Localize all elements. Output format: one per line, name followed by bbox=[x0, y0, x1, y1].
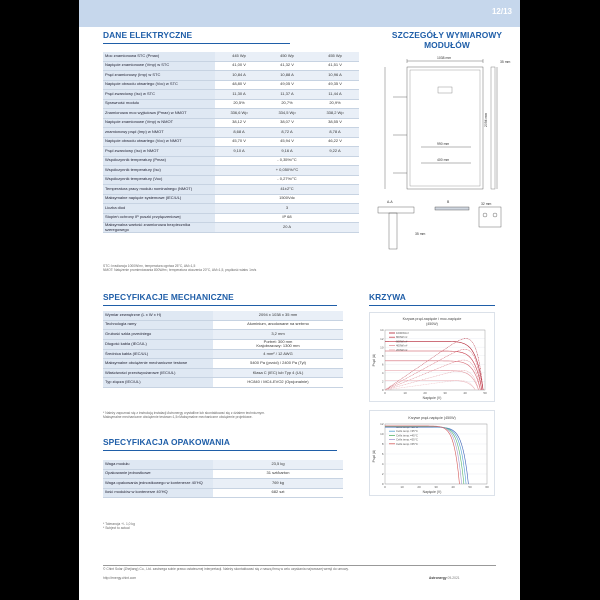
legend-label: Cells temp.=35°C bbox=[396, 429, 418, 434]
mechanical-row-value: 4 mm² / 12 AWG bbox=[213, 349, 343, 359]
electrical-row-label: znamionowy prąd (Imp) w NMOT bbox=[103, 128, 215, 138]
packaging-row-value: 769 kg bbox=[213, 479, 343, 489]
pv-chart-title: Krzywa prąd-napięcie i moc-napięcie bbox=[402, 317, 462, 321]
electrical-row-value-v1: 41,00 V bbox=[215, 61, 263, 71]
electrical-row-label: Znamionowa moc wyjściowa (Pmax) w NMOT bbox=[103, 109, 215, 119]
pack-note-2: * Subject to actual bbox=[103, 526, 130, 531]
side-dim-label: 35 mm bbox=[415, 232, 426, 236]
iv-chart-xlabel: Napięcie (V) bbox=[422, 490, 442, 494]
electrical-row-label: Temperatura pracy modułu nominalnego (NMOT) bbox=[103, 185, 215, 195]
mech-note-2: Maksymalne mechaniczne obciążenie testowe=1,5×Maksymalne mechaniczne obciążenie projektowe. bbox=[103, 415, 253, 420]
electrical-row-label: Prąd zwarciowy (Isc) w NMOT bbox=[103, 147, 215, 157]
pv-chart-xlabel: Napięcie (V) bbox=[422, 396, 442, 400]
footer-url[interactable]: http://energy.chint.com bbox=[103, 576, 137, 580]
electrical-row bbox=[103, 175, 359, 185]
section-b-label: B bbox=[447, 200, 450, 204]
legend-label: 800W/m² bbox=[396, 335, 408, 340]
electrical-row bbox=[103, 118, 359, 128]
legend-label: 1000W/m² bbox=[396, 331, 409, 335]
x-tick-label: 10 bbox=[403, 391, 407, 395]
mechanical-row-value: Portret: 300 mm Krajobrazowy: 1300 mm bbox=[213, 339, 343, 349]
electrical-row bbox=[103, 147, 359, 157]
electrical-row bbox=[103, 156, 359, 166]
x-tick-label: 0 bbox=[384, 391, 386, 395]
electrical-row-value-v3: 49,35 V bbox=[311, 80, 359, 90]
packaging-heading: SPECYFIKACJA OPAKOWANIA bbox=[103, 437, 231, 447]
dimensions-heading-line2: MODUŁÓW bbox=[424, 40, 470, 50]
packaging-row-label: Ilość modułów w kontenerze 40'HQ bbox=[103, 488, 213, 498]
electrical-row-label: Prąd zwarciowy (Isc) w STC bbox=[103, 90, 215, 100]
electrical-row-value-v2: 41,32 V bbox=[263, 61, 311, 71]
electrical-row-label: Sprawność modułu bbox=[103, 99, 215, 109]
mechanical-row-label: Właściwości przeciwpożarowe (IEC/UL) bbox=[103, 368, 213, 378]
y-tick-label: 0 bbox=[381, 388, 384, 393]
electrical-row-value-v3: 455 Wp bbox=[311, 52, 359, 61]
packaging-row-label: Waga opakowania jednostkowego w kontenerze 40'HQ bbox=[103, 479, 213, 489]
packaging-notes bbox=[103, 522, 303, 530]
packaging-row bbox=[103, 479, 343, 489]
mechanical-row-label: Wymiar zewnętrzne (L x W x H) bbox=[103, 311, 213, 320]
electrical-notes bbox=[103, 264, 403, 272]
module-dimension-drawing bbox=[375, 55, 515, 265]
legend-label: 400W/m² bbox=[396, 343, 408, 348]
nmot-note: NMOT: Natężenie promieniowania 800W/m², temperatura otoczenia 20°C, AM=1,5, prędkość wiatru 1m/s bbox=[103, 268, 257, 273]
electrical-row-value-v3: 20,9% bbox=[311, 99, 359, 109]
electrical-row-value-v2: 38,07 V bbox=[263, 118, 311, 128]
y-tick-label: 8 bbox=[381, 353, 384, 358]
electrical-row-value-v3: 10,96 A bbox=[311, 71, 359, 81]
electrical-row bbox=[103, 128, 359, 138]
electrical-row-value-v1: 20,5% bbox=[215, 99, 263, 109]
module-outline bbox=[407, 67, 483, 189]
mechanical-row-label: Długość kabla (IEC/UL) bbox=[103, 339, 213, 349]
pack-note-1: * Tolerancja +/- 1,0 kg bbox=[103, 522, 135, 526]
x-tick-label: 50 bbox=[483, 391, 487, 395]
y-tick-label: 10 bbox=[380, 432, 384, 437]
mechanical-row bbox=[103, 368, 343, 378]
electrical-row-label: Stopień ochrony IP puszki przyłączeniowej bbox=[103, 213, 215, 223]
y-tick-label: 12 bbox=[380, 336, 384, 341]
mechanical-row-label: Typ złącza (IEC/UL) bbox=[103, 378, 213, 388]
electrical-row-value-v1: 11,30 A bbox=[215, 90, 263, 100]
electrical-row-value-v2: 49,05 V bbox=[263, 80, 311, 90]
packaging-row-label: Opakowanie jednostkowe bbox=[103, 469, 213, 479]
electrical-row-label: Napięcie obwodu otwartego (Voc) w STC bbox=[103, 80, 215, 90]
y-tick-label: 14 bbox=[380, 328, 384, 333]
electrical-row-label: Liczba diod bbox=[103, 204, 215, 214]
x-tick-label: 0 bbox=[384, 485, 386, 489]
electrical-row bbox=[103, 194, 359, 204]
electrical-row bbox=[103, 137, 359, 147]
y-tick-label: 0 bbox=[381, 482, 384, 487]
electrical-heading: DANE ELEKTRYCZNE bbox=[103, 30, 193, 40]
footer-disclaimer: © Chint Solar (Zhejiang) Co., Ltd. zastrzega sobie prawo ostatecznej interpretacji. Należy skontaktować się z naszą firmą w celu uzyskania najnowszej wersji do umowy. bbox=[103, 567, 349, 571]
mechanical-row bbox=[103, 339, 343, 349]
mount1-dim-label: 990 mm bbox=[437, 142, 450, 146]
electrical-row bbox=[103, 223, 359, 233]
mechanical-row-value: 3,2 mm bbox=[213, 330, 343, 340]
electrical-row-value-v3: 9,22 A bbox=[311, 147, 359, 157]
electrical-row bbox=[103, 80, 359, 90]
electrical-row-value-v1: 45,70 V bbox=[215, 137, 263, 147]
pv-chart-subtitle: (450W) bbox=[426, 322, 438, 326]
electrical-row-label: Moc znamionowa STC (Pmax) bbox=[103, 52, 215, 61]
packaging-row-value: 682 szt bbox=[213, 488, 343, 498]
mechanical-row-value: 5400 Pa (przód) / 2400 Pa (Tył) bbox=[213, 359, 343, 369]
electrical-row-value-v2: 450 Wp bbox=[263, 52, 311, 61]
electrical-row-label: Prąd znamionowy (Imp) w STC bbox=[103, 71, 215, 81]
x-tick-label: 20 bbox=[417, 485, 421, 489]
x-tick-label: 60 bbox=[485, 485, 489, 489]
electrical-row bbox=[103, 213, 359, 223]
legend-label: 600W/m² bbox=[396, 339, 408, 344]
section-a-label: A-A bbox=[387, 200, 393, 204]
iv-chart-ylabel: Prąd (A) bbox=[372, 449, 376, 463]
y-tick-label: 8 bbox=[381, 442, 384, 447]
electrical-row-label: Maksymalna wartość znamionowa bezpiecznika szeregowego bbox=[103, 223, 215, 233]
electrical-row bbox=[103, 204, 359, 214]
electrical-row bbox=[103, 52, 359, 61]
x-tick-label: 30 bbox=[443, 391, 447, 395]
electrical-table bbox=[103, 52, 359, 233]
electrical-row-value-v1: 48,80 V bbox=[215, 80, 263, 90]
mechanical-table bbox=[103, 311, 343, 388]
packaging-heading-rule bbox=[103, 450, 337, 451]
electrical-row-value-v2: 45,94 V bbox=[263, 137, 311, 147]
packaging-row-value: 23,5 kg bbox=[213, 460, 343, 469]
electrical-row-value-v2: 334,5 Wp bbox=[263, 109, 311, 119]
electrical-heading-rule bbox=[103, 43, 290, 44]
electrical-row-value: IP 68 bbox=[215, 213, 359, 223]
mechanical-row-label: Grubość szkła przedniego bbox=[103, 330, 213, 340]
electrical-row-value-v1: 9,10 A bbox=[215, 147, 263, 157]
packaging-row-value: 31 szt/karton bbox=[213, 469, 343, 479]
electrical-row bbox=[103, 71, 359, 81]
mount2-dim-label: 400 mm bbox=[437, 158, 450, 162]
curves-heading-rule bbox=[369, 305, 495, 306]
electrical-row-value-v2: 10,88 A bbox=[263, 71, 311, 81]
legend-label: Cells temp.=55°C bbox=[396, 437, 418, 442]
legend-label: 200W/m² bbox=[396, 347, 408, 352]
mechanical-row bbox=[103, 330, 343, 340]
electrical-row-label: Współczynnik temperatury (Voc) bbox=[103, 175, 215, 185]
depth-dim-label: 35 mm bbox=[500, 60, 511, 64]
mechanical-row bbox=[103, 320, 343, 330]
mechanical-row bbox=[103, 378, 343, 388]
electrical-row-value-v3: 338,2 Wp bbox=[311, 109, 359, 119]
x-tick-label: 50 bbox=[468, 485, 472, 489]
footer-rule bbox=[103, 565, 496, 566]
electrical-row-value-v3: 41,51 V bbox=[311, 61, 359, 71]
curves-heading: KRZYWA bbox=[369, 292, 406, 302]
datasheet-page bbox=[79, 0, 520, 600]
mech-note-1: * Należy zapoznać się z instrukcją instalacji Astronergy crystalline lub skontaktować się z działem technicznym. bbox=[103, 411, 265, 415]
y-tick-label: 2 bbox=[381, 379, 384, 384]
x-tick-label: 10 bbox=[400, 485, 404, 489]
electrical-row-value-v1: 8,68 A bbox=[215, 128, 263, 138]
electrical-row-value: + 0,050%/°C bbox=[215, 166, 359, 176]
electrical-row-value: 3 bbox=[215, 204, 359, 214]
packaging-row bbox=[103, 488, 343, 498]
electrical-row-value: - 0,27%/°C bbox=[215, 175, 359, 185]
mechanical-row bbox=[103, 349, 343, 359]
legend-label: Cells temp.=65°C bbox=[396, 441, 418, 446]
stc-note: STC: Irradiancja 1000W/m², temperatura ogniwa 25°C, AM=1,5 bbox=[103, 264, 196, 268]
electrical-row-label: Napięcie obwodu otwartego (Voc) w NMOT bbox=[103, 137, 215, 147]
electrical-row-value-v1: 445 Wp bbox=[215, 52, 263, 61]
electrical-row-label: Współczynnik temperatury (Pmax) bbox=[103, 156, 215, 166]
footer-brand-name: Astronergy bbox=[429, 576, 447, 580]
mechanical-row-value: Klasa C (IEC) lub Typ 4 (UL) bbox=[213, 368, 343, 378]
electrical-row-value-v3: 46,22 V bbox=[311, 137, 359, 147]
x-tick-label: 30 bbox=[434, 485, 438, 489]
dimensions-heading-line1: SZCZEGÓŁY WYMIAROWY bbox=[391, 30, 503, 40]
electrical-row-label: Maksymalne napięcie systemowe (IEC/UL) bbox=[103, 194, 215, 204]
y-tick-label: 6 bbox=[381, 362, 384, 367]
footer-date: 09-2021 bbox=[447, 576, 460, 580]
packaging-row-label: Waga modułu bbox=[103, 460, 213, 469]
electrical-row bbox=[103, 61, 359, 71]
electrical-row-value: 1500Vdc bbox=[215, 194, 359, 204]
mechanical-row bbox=[103, 311, 343, 320]
electrical-row-value-v3: 8,78 A bbox=[311, 128, 359, 138]
electrical-row-value: 41±2°C bbox=[215, 185, 359, 195]
mechanical-row-label: Technologia ramy bbox=[103, 320, 213, 330]
height-dim-label: 2094 mm bbox=[484, 112, 488, 127]
electrical-row-value-v1: 38,12 V bbox=[215, 118, 263, 128]
pv-chart bbox=[369, 312, 495, 402]
electrical-row-value: - 0,35%/°C bbox=[215, 156, 359, 166]
packaging-row bbox=[103, 469, 343, 479]
y-tick-label: 4 bbox=[381, 462, 384, 467]
width-dim-label: 1038 mm bbox=[437, 56, 452, 60]
iv-chart bbox=[369, 410, 495, 496]
electrical-row bbox=[103, 90, 359, 100]
pv-chart-ylabel: Prąd (A) bbox=[372, 353, 376, 367]
mechanical-row bbox=[103, 359, 343, 369]
scale-dim-label: 32 mm bbox=[481, 202, 492, 206]
mechanical-row-value: 2094 x 1038 x 35 mm bbox=[213, 311, 343, 320]
footer-brand bbox=[429, 576, 460, 580]
electrical-row-value-v2: 9,16 A bbox=[263, 147, 311, 157]
mechanical-row-label: Maksymalne obciążenie mechaniczne testowe bbox=[103, 359, 213, 369]
electrical-row-value-v1: 10,84 A bbox=[215, 71, 263, 81]
electrical-row-value-v2: 8,72 A bbox=[263, 128, 311, 138]
y-tick-label: 12 bbox=[380, 422, 384, 427]
packaging-table bbox=[103, 460, 343, 498]
legend-label: Cells temp.=45°C bbox=[396, 433, 418, 438]
iv-chart-title: Krzywe prąd-napięcie (450W) bbox=[408, 416, 456, 420]
dimensions-heading bbox=[383, 30, 511, 50]
top-band bbox=[79, 0, 520, 27]
electrical-row bbox=[103, 166, 359, 176]
electrical-row-value-v2: 11,37 A bbox=[263, 90, 311, 100]
mechanical-heading-rule bbox=[103, 305, 337, 306]
electrical-row-value-v3: 11,44 A bbox=[311, 90, 359, 100]
mechanical-row-label: Średnica kabla (IEC/UL) bbox=[103, 349, 213, 359]
electrical-row-label: Napięcie znamionowe (Vmp) w STC bbox=[103, 61, 215, 71]
mechanical-row-value: Aluminium, anodowane na srebrno bbox=[213, 320, 343, 330]
electrical-row-value-v1: 336,6 Wp bbox=[215, 109, 263, 119]
y-tick-label: 4 bbox=[381, 371, 384, 376]
y-tick-label: 10 bbox=[380, 345, 384, 350]
page-number: 12/13 bbox=[491, 7, 512, 16]
legend-label: Cells temp.=25°C bbox=[396, 425, 418, 429]
x-tick-label: 40 bbox=[451, 485, 455, 489]
x-tick-label: 20 bbox=[423, 391, 427, 395]
electrical-row-label: Napięcie znamionowe (Vmp) w NMOT bbox=[103, 118, 215, 128]
electrical-row-value: 20 A bbox=[215, 223, 359, 233]
electrical-row-value-v2: 20,7% bbox=[263, 99, 311, 109]
electrical-row-value-v3: 38,55 V bbox=[311, 118, 359, 128]
electrical-row bbox=[103, 109, 359, 119]
mechanical-notes bbox=[103, 411, 363, 419]
y-tick-label: 6 bbox=[381, 452, 384, 457]
y-tick-label: 2 bbox=[381, 472, 384, 477]
packaging-row bbox=[103, 460, 343, 469]
mechanical-row-value: HC840 / MC4-EVO2 (Opcjonalnie) bbox=[213, 378, 343, 388]
mechanical-heading: SPECYFIKACJE MECHANICZNE bbox=[103, 292, 234, 302]
x-tick-label: 40 bbox=[463, 391, 467, 395]
electrical-row bbox=[103, 99, 359, 109]
electrical-row bbox=[103, 185, 359, 195]
electrical-row-label: Współczynnik temperatury (Isc) bbox=[103, 166, 215, 176]
